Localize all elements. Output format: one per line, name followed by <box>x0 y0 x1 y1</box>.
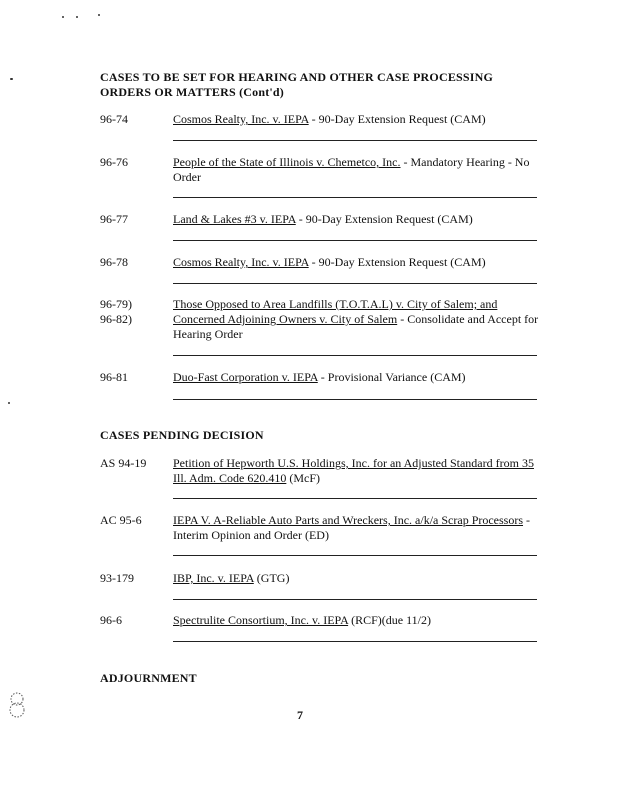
case-action: - 90-Day Extension Request (CAM) <box>308 255 486 269</box>
case-number: 93-179 <box>100 571 134 585</box>
case-description <box>173 370 541 385</box>
case-title: Land & Lakes #3 v. IEPA <box>173 212 296 226</box>
case-number: 96-78 <box>100 255 128 269</box>
case-action: (RCF)(due 11/2) <box>348 613 431 627</box>
divider-line <box>173 283 537 284</box>
divider-line <box>173 599 537 600</box>
case-title: People of the State of Illinois v. Chemetco, Inc. <box>173 155 401 169</box>
case-action: - 90-Day Extension Request (CAM) <box>308 112 486 126</box>
scan-speck <box>98 14 100 16</box>
divider-line <box>173 555 537 556</box>
case-description <box>173 212 541 227</box>
case-title: Spectrulite Consortium, Inc. v. IEPA <box>173 613 349 627</box>
case-action: - Mandatory Hearing - No Order <box>173 155 530 184</box>
scan-speck <box>8 402 10 404</box>
section-heading-hearing <box>100 70 493 100</box>
case-description <box>173 456 541 486</box>
scan-speck <box>76 16 78 18</box>
case-number: 96-74 <box>100 112 128 126</box>
divider-line <box>173 140 537 141</box>
divider-line <box>173 641 537 642</box>
divider-line <box>173 355 537 356</box>
case-action: (GTG) <box>253 571 290 585</box>
scan-speck <box>62 16 64 18</box>
case-number: 96-77 <box>100 212 128 226</box>
case-number: AS 94-19 <box>100 456 147 470</box>
divider-line <box>173 498 537 499</box>
case-description <box>173 255 541 270</box>
adjournment-heading: ADJOURNMENT <box>100 671 197 685</box>
case-title: IEPA V. A-Reliable Auto Parts and Wreckers, Inc. a/k/a Scrap Processors <box>173 513 524 527</box>
section-heading-line-2: ORDERS OR MATTERS (Cont'd) <box>100 85 284 99</box>
case-action: - 90-Day Extension Request (CAM) <box>295 212 473 226</box>
case-number-second: 96-82) <box>100 312 132 326</box>
case-description <box>173 571 541 586</box>
case-number <box>100 297 170 327</box>
case-number: 96-6 <box>100 613 122 627</box>
case-description <box>173 112 541 127</box>
case-number: 96-81 <box>100 370 128 384</box>
case-number: AC 95-6 <box>100 513 142 527</box>
page-number: 7 <box>297 708 303 722</box>
case-title: Cosmos Realty, Inc. v. IEPA <box>173 112 309 126</box>
case-action: - Interim Opinion and Order (ED) <box>173 513 531 542</box>
case-action: (McF) <box>286 471 321 485</box>
case-title: Duo-Fast Corporation v. IEPA <box>173 370 318 384</box>
divider-line <box>173 197 537 198</box>
section-heading-line-1: CASES TO BE SET FOR HEARING AND OTHER CASE PROCESSING <box>100 70 494 84</box>
case-title: Petition of Hepworth U.S. Holdings, Inc. for an Adjusted Standard from 35 Ill. Adm. Code 620.410 <box>173 456 534 485</box>
case-description <box>173 513 541 543</box>
case-description <box>173 297 541 342</box>
case-title: Those Opposed to Area Landfills (T.O.T.A.L) v. City of Salem; and Concerned Adjoining Owners v. City of Salem <box>173 297 498 326</box>
divider-line <box>173 399 537 400</box>
case-action: - Provisional Variance (CAM) <box>317 370 466 384</box>
case-number: 96-76 <box>100 155 128 169</box>
case-number-first: 96-79) <box>100 297 132 311</box>
scan-stamp-mark <box>6 690 28 720</box>
case-description <box>173 155 541 185</box>
scan-speck <box>10 78 13 80</box>
divider-line <box>173 240 537 241</box>
section-heading-pending: CASES PENDING DECISION <box>100 428 264 442</box>
case-title: Cosmos Realty, Inc. v. IEPA <box>173 255 309 269</box>
case-title: IBP, Inc. v. IEPA <box>173 571 254 585</box>
case-description <box>173 613 541 628</box>
case-action: - Consolidate and Accept for Hearing Order <box>173 312 539 341</box>
